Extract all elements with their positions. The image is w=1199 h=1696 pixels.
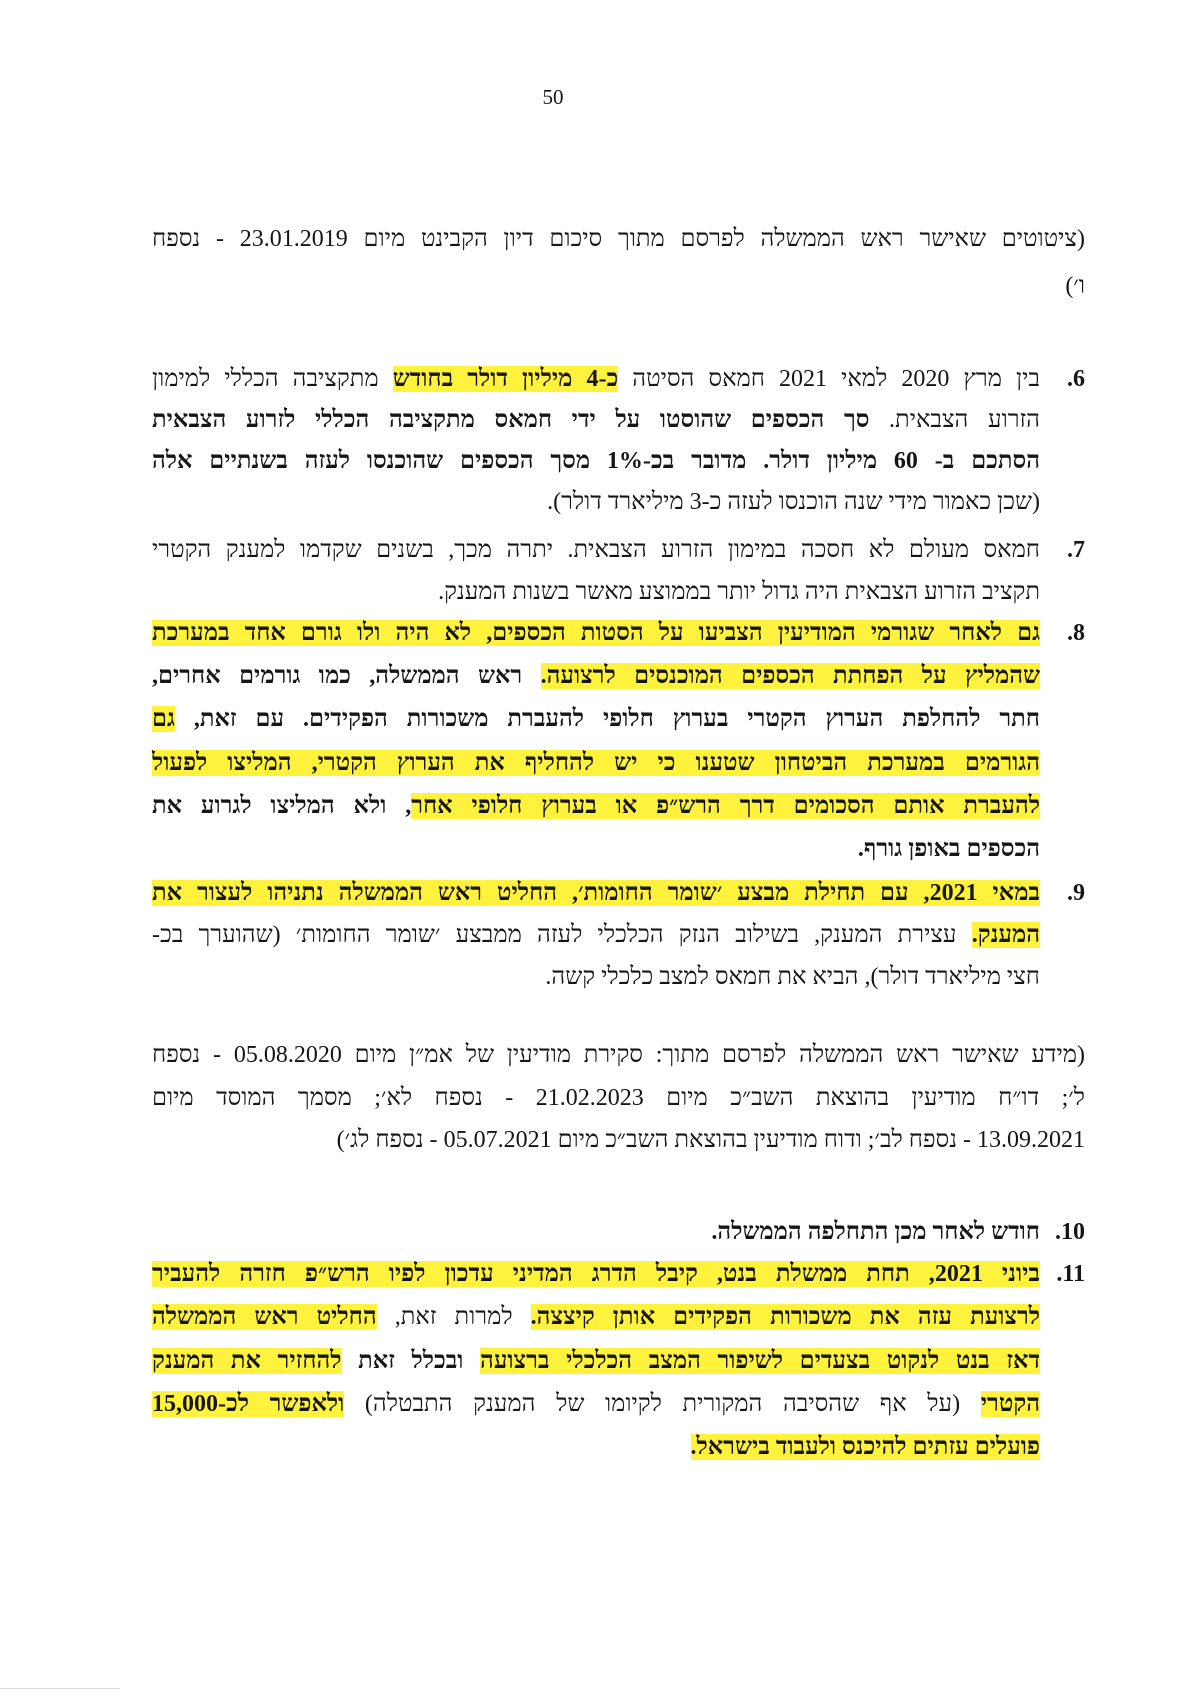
text-line xyxy=(152,482,1040,523)
highlighted-text: גם לאחר שגורמי המודיעין הצביעו על הסטות הכספים, לא היה ולו גורם אחד במערכת xyxy=(152,620,1040,646)
bold-text: חודש לאחר מכן התחלפה הממשלה. xyxy=(711,1219,1040,1245)
highlighted-text: להחזיר את המענק xyxy=(152,1347,342,1374)
text-line xyxy=(152,571,1040,613)
text-line xyxy=(152,359,1040,400)
text-run: ל׳; דו״ח מודיעין בהוצאת השב״כ מיום 21.02.2023 - נספח לא׳; מסמך המוסד מיום xyxy=(152,1084,1086,1111)
bold-text: סך הכספים שהוסטו על ידי חמאס מתקציבה הכללי לזרוע הצבאית xyxy=(152,407,870,433)
text-run: הזרוע הצבאית. xyxy=(869,407,1040,433)
text-line xyxy=(152,1340,1040,1383)
numbered-paragraph-10 xyxy=(152,1211,1085,1254)
numbered-paragraph-7 xyxy=(152,529,1085,613)
text-line xyxy=(152,1034,1085,1077)
highlighted-text: המענק. xyxy=(971,922,1040,948)
bold-text: , ולא המליצו לגרוע את xyxy=(152,792,412,819)
text-run: 13.09.2021 - נספח לב׳; ודוח מודיעין בהוצאת השב״כ מיום 05.07.2021 - נספח לג׳) xyxy=(336,1127,1085,1153)
text-line xyxy=(152,612,1040,655)
highlighted-text: שהמליץ על הפחתת הכספים המוכנסים לרצועה. xyxy=(540,663,1041,690)
text-line xyxy=(152,441,1040,482)
paragraph-number: 9. xyxy=(1067,880,1085,906)
bold-text: ובכלל זאת xyxy=(341,1347,481,1374)
text-line xyxy=(152,1119,1085,1162)
text-line xyxy=(152,400,1040,441)
text-line xyxy=(152,529,1040,571)
text-line xyxy=(152,263,1085,310)
highlighted-text: להעברת אותם הסכומים דרך הרש״פ או בערוץ חלופי אחר xyxy=(411,792,1040,819)
paragraph-number: 11. xyxy=(1056,1261,1085,1287)
text-line xyxy=(152,956,1040,998)
text-run: למרות זאת, xyxy=(376,1304,531,1331)
text-line xyxy=(152,655,1040,698)
text-line xyxy=(152,698,1040,741)
text-run: (מידע שאישר ראש הממשלה לפרסם מתוך: סקירת מודיעין של אמ״ן מיום 05.08.2020 - נספח xyxy=(152,1042,1085,1068)
text-line xyxy=(152,1253,1040,1296)
bold-text: חתר להחלפת הערוץ הקטרי בערוץ חלופי להעברת משכורות הפקידים. עם זאת, xyxy=(174,706,1040,733)
paragraph-body xyxy=(152,872,1085,998)
bold-text: ראש הממשלה, כמו גורמים אחרים, xyxy=(152,663,541,690)
citation-note-cabinet xyxy=(152,216,1085,310)
page-number: 50 xyxy=(542,85,564,109)
highlighted-text: ביוני 2021, תחת ממשלת בנט, קיבל הדרג המדיני עדכון לפיו הרש״פ חזרה להעביר xyxy=(152,1261,1040,1287)
bold-text: הסתכם ב- 60 מיליון דולר. מדובר בכ-1% מסך הכספים שהוכנסו לעזה בשנתיים אלה xyxy=(152,448,1040,474)
highlighted-text: במאי 2021, עם תחילת מבצע ׳שומר החומות׳, החליט ראש הממשלה נתניהו לעצור את xyxy=(152,880,1040,906)
highlighted-text: לרצועת עזה את משכורות הפקידים אותן קיצצה. xyxy=(530,1304,1041,1331)
scan-edge-mark xyxy=(0,1688,120,1689)
text-run: (על אף שהסיבה המקורית לקיומו של המענק התבטלה) xyxy=(344,1390,981,1417)
text-run: בין מרץ 2020 למאי 2021 חמאס הסיטה xyxy=(618,366,1040,392)
numbered-paragraph-6 xyxy=(152,359,1085,523)
bold-text: הכספים באופן גורף. xyxy=(857,836,1040,863)
highlighted-text: דאז בנט לנקוט בצעדים לשיפור המצב הכלכלי ברצועה xyxy=(480,1347,1040,1374)
paragraph-number: 10. xyxy=(1055,1219,1085,1245)
text-line xyxy=(152,216,1085,263)
paragraph-body xyxy=(152,612,1085,871)
highlighted-text: הגורמים במערכת הביטחון שטענו כי יש להחליף את הערוץ הקטרי, המליצו לפעול xyxy=(152,749,1040,776)
text-run: ו׳) xyxy=(1065,273,1085,299)
text-line xyxy=(152,872,1040,914)
text-run: חמאס מעולם לא חסכה במימון הזרוע הצבאית. יתרה מכך, בשנים שקדמו למענק הקטרי xyxy=(152,537,1040,563)
paragraph-body xyxy=(152,1253,1085,1469)
highlighted-text: ולאפשר לכ-15,000 xyxy=(152,1390,345,1417)
text-line xyxy=(152,1426,1040,1469)
paragraph-body xyxy=(152,359,1085,523)
highlighted-text: פועלים עזתים להיכנס ולעבוד בישראל. xyxy=(690,1434,1040,1460)
text-line xyxy=(152,1211,1040,1254)
numbered-paragraph-8 xyxy=(152,612,1085,871)
paragraph-body xyxy=(152,1211,1085,1254)
text-run: (ציטוטים שאישר ראש הממשלה לפרסם מתוך סיכום דיון הקבינט מיום 23.01.2019 - נספח xyxy=(152,226,1085,252)
text-line xyxy=(152,1296,1040,1339)
text-line xyxy=(152,1077,1085,1120)
text-line xyxy=(152,828,1040,871)
citation-note-intelligence xyxy=(152,1034,1085,1162)
text-run: מתקציבה הכללי למימון xyxy=(152,366,393,392)
paragraph-number: 6. xyxy=(1067,366,1085,392)
highlighted-text: כ-4 מיליון דולר בחודש xyxy=(392,366,619,392)
numbered-paragraph-11 xyxy=(152,1253,1085,1469)
highlighted-text: גם xyxy=(152,706,175,733)
text-line xyxy=(152,1383,1040,1426)
text-line xyxy=(152,785,1040,828)
paragraph-body xyxy=(152,529,1085,613)
paragraph-number: 7. xyxy=(1067,537,1085,563)
text-run: עצירת המענק, בשילוב הנזק הכלכלי לעזה ממבצע ׳שומר החומות׳ (שהוערך בכ- xyxy=(152,922,972,948)
text-line xyxy=(152,914,1040,956)
paragraph-number: 8. xyxy=(1067,620,1085,646)
text-run: תקציב הזרוע הצבאית היה גדול יותר בממוצע מאשר בשנות המענק. xyxy=(438,579,1040,605)
text-run: (שכן כאמור מידי שנה הוכנסו לעזה כ-3 מיליארד דולר). xyxy=(547,489,1040,515)
highlighted-text: החליט ראש הממשלה xyxy=(152,1304,377,1331)
highlighted-text: הקטרי xyxy=(980,1390,1040,1417)
text-run: חצי מיליארד דולר), הביא את חמאס למצב כלכלי קשה. xyxy=(545,964,1040,990)
text-line xyxy=(152,742,1040,785)
numbered-paragraph-9 xyxy=(152,872,1085,998)
